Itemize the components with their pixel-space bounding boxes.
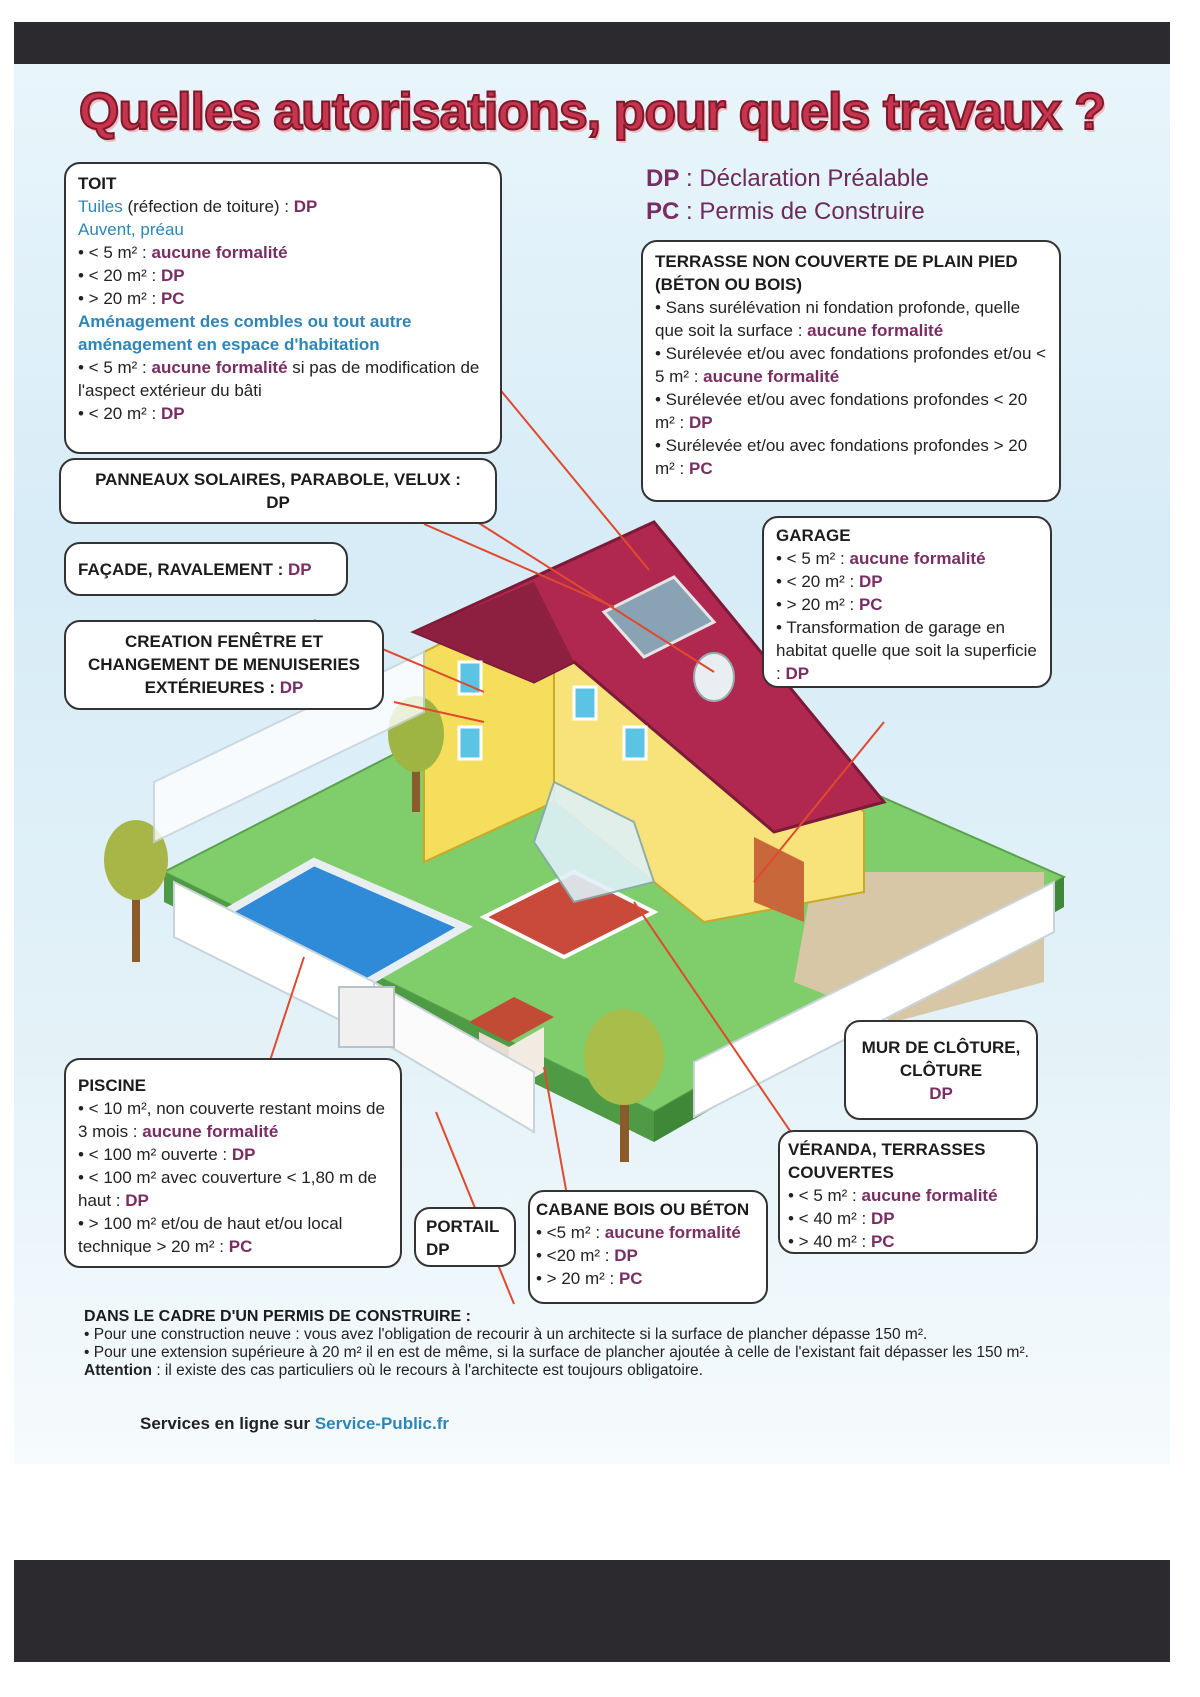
facade-box	[64, 542, 348, 596]
garage-header: GARAGE	[776, 526, 851, 545]
cabane-box	[528, 1190, 768, 1304]
terrasse-header: TERRASSE NON COUVERTE DE PLAIN PIED (BÉTON OU BOIS)	[655, 252, 1018, 294]
garage-item-1-value: aucune formalité	[849, 549, 986, 568]
cabane-item-2-text: • <20 m² :	[536, 1246, 615, 1265]
garage-box	[762, 516, 1052, 688]
panneaux-box	[59, 458, 497, 524]
garage-item-3-text: • > 20 m² :	[776, 595, 859, 614]
terrasse-box	[641, 240, 1061, 502]
notes-header: DANS LE CADRE D'UN PERMIS DE CONSTRUIRE :	[84, 1308, 471, 1325]
page	[14, 22, 1170, 1662]
terrasse-item-3-text: • Surélevée et/ou avec fondations profondes < 20 m² :	[655, 390, 1028, 432]
window-icon	[459, 727, 481, 759]
combles-item-2-value: DP	[160, 404, 185, 423]
notes-line-2: • Pour une extension supérieure à 20 m² il en est de même, si la surface de plancher ajoutée à celle de l'existant fait dépasser les 150 m².	[84, 1344, 1029, 1361]
facade-header: FAÇADE, RAVALEMENT :	[78, 560, 288, 579]
satellite-dish-icon	[694, 653, 734, 701]
veranda-item-3-text: • > 40 m² :	[788, 1232, 871, 1251]
panneaux-header: PANNEAUX SOLAIRES, PARABOLE, VELUX :	[95, 470, 461, 489]
notes	[84, 1308, 1154, 1380]
window-icon	[574, 687, 596, 719]
legend-dp-abbr: DP	[646, 165, 680, 192]
veranda-item-1-value: aucune formalité	[861, 1186, 998, 1205]
combles-item-1-text: • < 5 m² :	[78, 358, 152, 377]
services-link[interactable]: Service-Public.fr	[314, 1414, 449, 1433]
piscine-box	[64, 1058, 402, 1268]
piscine-item-3-text: • < 100 m² avec couverture < 1,80 m de haut :	[78, 1168, 377, 1210]
veranda-item-1-text: • < 5 m² :	[788, 1186, 862, 1205]
panneaux-value: DP	[266, 493, 290, 512]
terrasse-item-2-text: • Surélevée et/ou avec fondations profondes et/ou < 5 m² :	[655, 344, 1047, 386]
toit-box	[64, 162, 502, 454]
legend	[646, 162, 929, 228]
cabane-item-1-value: aucune formalité	[604, 1223, 741, 1242]
mur-header: MUR DE CLÔTURE, CLÔTURE	[861, 1038, 1021, 1080]
veranda-item-3-value: PC	[870, 1232, 895, 1251]
terrasse-item-2-value: aucune formalité	[703, 367, 840, 386]
auvent-item-2-value: DP	[160, 266, 185, 285]
mur-value: DP	[929, 1084, 953, 1103]
fenetre-box	[64, 620, 384, 710]
cabane-item-3-value: PC	[618, 1269, 643, 1288]
piscine-item-4-value: PC	[228, 1237, 253, 1256]
fenetre-header: CREATION FENÊTRE ET CHANGEMENT DE MENUISERIES EXTÉRIEURES :	[87, 632, 361, 697]
mur-box	[844, 1020, 1038, 1120]
garage-item-2-value: DP	[858, 572, 883, 591]
tuiles-label: Tuiles	[78, 197, 123, 216]
window-icon	[624, 727, 646, 759]
auvent-item-1-text: • < 5 m² :	[78, 243, 152, 262]
auvent-item-3-text: • > 20 m² :	[78, 289, 161, 308]
veranda-item-2-value: DP	[870, 1209, 895, 1228]
auvent-item-3-value: PC	[160, 289, 185, 308]
piscine-item-2-value: DP	[231, 1145, 256, 1164]
piscine-item-1-value: aucune formalité	[142, 1122, 279, 1141]
cabane-item-3-text: • > 20 m² :	[536, 1269, 619, 1288]
piscine-header: PISCINE	[78, 1076, 147, 1095]
piscine-item-4-text: • > 100 m² et/ou de haut et/ou local technique > 20 m² :	[78, 1214, 343, 1256]
auvent-label: Auvent, préau	[78, 220, 184, 239]
piscine-item-1-text: • < 10 m², non couverte restant moins de 3 mois :	[78, 1099, 385, 1141]
garage-transfo-text: • Transformation de garage en habitat quelle que soit la superficie :	[776, 618, 1037, 683]
terrasse-item-1-value: aucune formalité	[807, 321, 944, 340]
combles-item-2-text: • < 20 m² :	[78, 404, 161, 423]
combles-item-1-value: aucune formalité	[151, 358, 288, 377]
veranda-box	[778, 1130, 1038, 1254]
legend-pc-text: : Permis de Construire	[679, 198, 925, 225]
toit-header: TOIT	[78, 174, 117, 193]
piscine-item-2-text: • < 100 m² ouverte :	[78, 1145, 232, 1164]
tuiles-value: DP	[293, 197, 318, 216]
portail-box	[414, 1207, 516, 1267]
terrasse-item-4-value: PC	[689, 459, 713, 478]
legend-pc-abbr: PC	[646, 198, 680, 225]
garage-item-3-value: PC	[858, 595, 883, 614]
auvent-item-2-text: • < 20 m² :	[78, 266, 161, 285]
terrasse-item-1-text: • Sans surélévation ni fondation profonde, quelle que soit la surface :	[655, 298, 1021, 340]
garage-transfo-value: DP	[785, 664, 810, 683]
veranda-item-2-text: • < 40 m² :	[788, 1209, 871, 1228]
legend-dp-text: : Déclaration Préalable	[679, 165, 929, 192]
piscine-item-3-value: DP	[125, 1191, 149, 1210]
portail-header: PORTAIL	[426, 1217, 500, 1236]
combles-item-1-suffix: si pas de modification de l'aspect extérieur du bâti	[78, 358, 480, 400]
gate-icon	[339, 987, 394, 1047]
facade-value: DP	[287, 560, 312, 579]
auvent-item-1-value: aucune formalité	[151, 243, 288, 262]
garage-item-1-text: • < 5 m² :	[776, 549, 850, 568]
bottom-bar	[14, 1560, 1170, 1662]
terrasse-item-3-value: DP	[689, 413, 713, 432]
tree-icon	[104, 820, 168, 962]
notes-attention-text: : il existe des cas particuliers où le recours à l'architecte est toujours obligatoire.	[152, 1362, 703, 1379]
garage-item-2-text: • < 20 m² :	[776, 572, 859, 591]
cabane-item-2-value: DP	[614, 1246, 638, 1265]
combles-label: Aménagement des combles ou tout autre aménagement en espace d'habitation	[78, 312, 412, 354]
cabane-item-1-text: • <5 m² :	[536, 1223, 605, 1242]
portail-value: DP	[426, 1240, 450, 1259]
notes-attention-label: Attention	[84, 1362, 153, 1379]
terrasse-item-4-text: • Surélevée et/ou avec fondations profondes > 20 m² :	[655, 436, 1028, 478]
notes-line-1: • Pour une construction neuve : vous avez l'obligation de recourir à un architecte si la surface de plancher dépasse 150 m².	[84, 1326, 928, 1343]
veranda-header: VÉRANDA, TERRASSES COUVERTES	[788, 1140, 986, 1182]
services-footer	[140, 1414, 449, 1434]
page-title: Quelles autorisations, pour quels travaux ?	[78, 83, 1106, 141]
cabane-header: CABANE BOIS OU BÉTON	[536, 1200, 750, 1219]
services-prefix: Services en ligne sur	[140, 1414, 315, 1433]
tuiles-text: (réfection de toiture) :	[122, 197, 294, 216]
fenetre-value: DP	[279, 678, 304, 697]
